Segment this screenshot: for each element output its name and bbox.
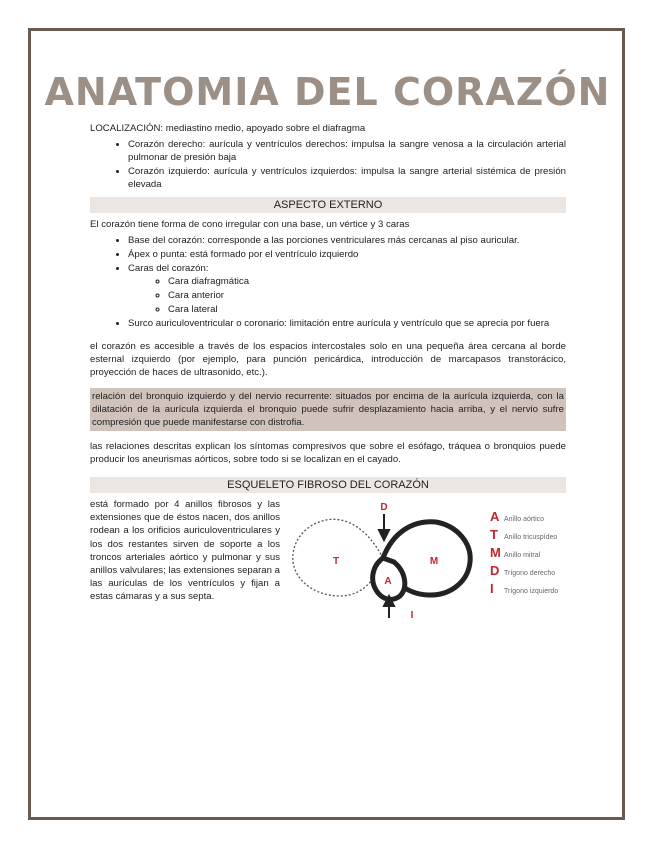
highlighted-paragraph: relación del bronquio izquierdo y del nervio recurrente: situados por encima de la aurícula izquierda, con la dilatación de la aurícula izquierda el bronquio puede sufrir desplazamiento hacia arriba, y el nervio sufre compresión que puede manifestarse con distrofia.: [90, 388, 566, 431]
list-item: • Surco auriculoventricular o coronario: limitación entre aurícula y ventrículo que se aprecia por fuera: [128, 317, 566, 330]
localization-label: LOCALIZACIÓN:: [90, 123, 164, 134]
list-item: • Ápex o punta: está formado por el ventrículo izquierdo: [128, 248, 566, 261]
localization-text: mediastino medio, apoyado sobre el diafragma: [163, 123, 366, 134]
fibrous-paragraph: está formado por 4 anillos fibrosos y las extensiones que de éstos nacen, dos anillos rodean a los orificios auriculoventriculares y los dos restantes sirven de soporte a los troncos arteriales aórtico y pulmonar y sus anillos valvulares; las extensiones separan a las aurículas de los ventrículos y fijan a estas cámaras y a sus septa.: [90, 499, 280, 603]
section-heading-external: ASPECTO EXTERNO: [90, 197, 566, 213]
legend-item: M Anillo mitral: [490, 545, 541, 560]
faces-label: Caras del corazón:: [128, 263, 209, 274]
faces-list: [128, 275, 566, 316]
list-item: • Base del corazón: corresponde a las porciones ventriculares más cercanas al piso auricular.: [128, 234, 566, 247]
page-title: ANATOMIA DEL CORAZÓN: [44, 70, 611, 114]
list-item: ◦ Cara anterior: [168, 289, 566, 302]
diagram-label-t: T: [332, 556, 340, 567]
list-item: ◦ Cara lateral: [168, 303, 566, 316]
fibrous-skeleton-diagram: [288, 500, 478, 620]
localization-paragraph: [90, 122, 566, 135]
legend-item: T Anillo tricuspídeo: [490, 527, 558, 542]
diagram-legend: [490, 508, 580, 598]
diagram-label-d: D: [380, 502, 388, 513]
legend-item: I Trígono izquierdo: [490, 581, 559, 596]
legend-item: D Trígono derecho: [490, 563, 556, 578]
access-paragraph: el corazón es accesible a través de los espacios intercostales solo en una pequeña área cercana al borde esternal izquierdo (por ejemplo, para punción pericárdica, introducción de marcapasos transtorácico, proyección de haces de ultrasonido, etc.).: [90, 341, 566, 378]
relations-paragraph: las relaciones descritas explican los síntomas compresivos que sobre el esófago, tráquea o bronquios puede producir los aneurismas aórticos, sobre todo si se localizan en el cayado.: [90, 441, 566, 465]
external-intro: El corazón tiene forma de cono irregular con una base, un vértice y 3 caras: [90, 219, 410, 230]
list-item: [128, 262, 566, 316]
list-item: • Corazón derecho: aurícula y ventrículos derechos: impulsa la sangre venosa a la circulación arterial pulmonar de presión baja: [128, 138, 566, 164]
list-item: ◦ Cara diafragmática: [168, 275, 566, 288]
diagram-label-m: M: [429, 556, 439, 567]
right-trigone-arrow-icon: [379, 514, 389, 540]
external-list: [90, 234, 566, 330]
document-content: [90, 122, 566, 648]
localization-list: [90, 138, 566, 191]
section-heading-fibrous: ESQUELETO FIBROSO DEL CORAZÓN: [90, 477, 566, 493]
fibrous-section: [90, 498, 566, 648]
diagram-label-i: I: [410, 610, 414, 620]
list-item: • Corazón izquierdo: aurícula y ventrículos izquierdos: impulsa la sangre arterial sistémica de presión elevada: [128, 165, 566, 191]
diagram-label-a: A: [384, 576, 392, 587]
legend-item: A Anillo aórtico: [490, 509, 545, 524]
